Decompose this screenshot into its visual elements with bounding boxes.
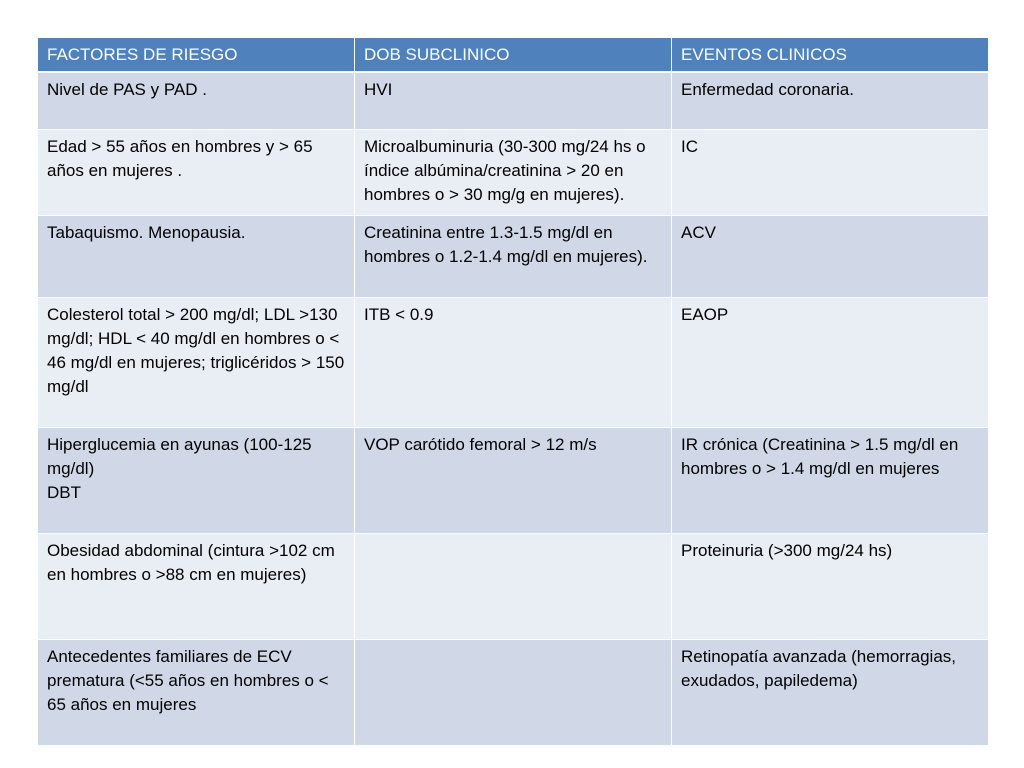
table-row (38, 533, 989, 639)
table-cell: Colesterol total > 200 mg/dl; LDL >130 mg/dl; HDL < 40 mg/dl en hombres o < 46 mg/dl en mujeres; triglicéridos > 150 mg/dl (38, 297, 355, 427)
table-cell: Retinopatía avanzada (hemorragias, exudados, papiledema) (672, 639, 989, 745)
table-row (38, 297, 989, 427)
table-row (38, 215, 989, 297)
table-cell: EAOP (672, 297, 989, 427)
table-cell: HVI (355, 72, 672, 129)
table-cell: Microalbuminuria (30-300 mg/24 hs o índice albúmina/creatinina > 20 en hombres o > 30 mg/g en mujeres). (355, 129, 672, 215)
table-header-row (38, 38, 989, 73)
header-eventos-clinicos: EVENTOS CLINICOS (672, 38, 989, 73)
table-cell: ACV (672, 215, 989, 297)
table-cell: IC (672, 129, 989, 215)
table-cell: Tabaquismo. Menopausia. (38, 215, 355, 297)
header-factores-de-riesgo: FACTORES DE RIESGO (38, 38, 355, 73)
table-row (38, 129, 989, 215)
table-cell: Nivel de PAS y PAD . (38, 72, 355, 129)
table-cell: Obesidad abdominal (cintura >102 cm en hombres o >88 cm en mujeres) (38, 533, 355, 639)
table-cell: Hiperglucemia en ayunas (100-125 mg/dl) DBT (38, 427, 355, 533)
table-row (38, 72, 989, 129)
header-dob-subclinico: DOB SUBCLINICO (355, 38, 672, 73)
risk-factors-table (37, 37, 989, 746)
table-cell (355, 639, 672, 745)
table-cell: Enfermedad coronaria. (672, 72, 989, 129)
table-row (38, 639, 989, 745)
table-cell: Creatinina entre 1.3-1.5 mg/dl en hombres o 1.2-1.4 mg/dl en mujeres). (355, 215, 672, 297)
table-cell: IR crónica (Creatinina > 1.5 mg/dl en hombres o > 1.4 mg/dl en mujeres (672, 427, 989, 533)
table-cell: Edad > 55 años en hombres y > 65 años en mujeres . (38, 129, 355, 215)
table-cell: ITB < 0.9 (355, 297, 672, 427)
table-cell: Antecedentes familiares de ECV prematura (<55 años en hombres o < 65 años en mujeres (38, 639, 355, 745)
table-cell (355, 533, 672, 639)
table-cell: VOP carótido femoral > 12 m/s (355, 427, 672, 533)
table-row (38, 427, 989, 533)
table-cell: Proteinuria (>300 mg/24 hs) (672, 533, 989, 639)
